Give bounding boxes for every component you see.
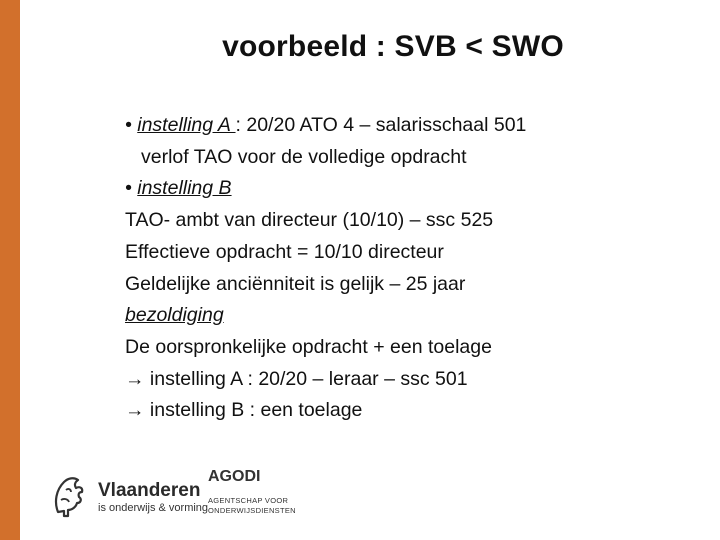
bullet: • <box>125 177 138 200</box>
agodi-subtitle-line-2: ONDERWIJSDIENSTEN <box>208 506 296 515</box>
agodi-subtitle <box>208 496 298 516</box>
slide-body <box>125 110 685 427</box>
left-accent-bar <box>0 0 20 540</box>
instelling-b-label: instelling B <box>137 177 232 200</box>
line-arrow-a: → instelling A : 20/20 – leraar – ssc 501 <box>125 367 468 390</box>
line-tao-ambt: TAO- ambt van directeur (10/10) – ssc 525 <box>125 209 494 232</box>
instelling-a-label: instelling A <box>137 114 236 136</box>
line-instelling-b <box>125 173 685 205</box>
bullet: • <box>125 114 138 136</box>
instelling-a-detail: : 20/20 ATO 4 – salarisschaal 501 <box>235 114 527 136</box>
line-anciënniteit: Geldelijke anciënniteit is gelijk – 25 jaar <box>125 272 466 295</box>
slide-title: voorbeeld : SVB < SWO <box>222 30 564 63</box>
footer-logos <box>48 468 368 528</box>
vlaanderen-subtitle: is onderwijs & vorming <box>98 502 209 514</box>
line-effectieve-opdracht: Effectieve opdracht = 10/10 directeur <box>125 240 444 263</box>
agodi-subtitle-line-1: AGENTSCHAP VOOR <box>208 496 289 505</box>
line-bezoldiging: bezoldiging <box>125 304 224 327</box>
vlaanderen-wordmark: Vlaanderen <box>98 480 201 501</box>
agodi-wordmark: AGODI <box>208 468 261 485</box>
line-verlof: verlof TAO voor de volledige opdracht <box>141 145 467 168</box>
line-oorspronkelijke: De oorspronkelijke opdracht + een toelage <box>125 335 492 358</box>
line-arrow-b: → instelling B : een toelage <box>125 399 363 422</box>
line-instelling-a <box>125 110 685 142</box>
vlaanderen-lion-icon <box>48 472 90 520</box>
